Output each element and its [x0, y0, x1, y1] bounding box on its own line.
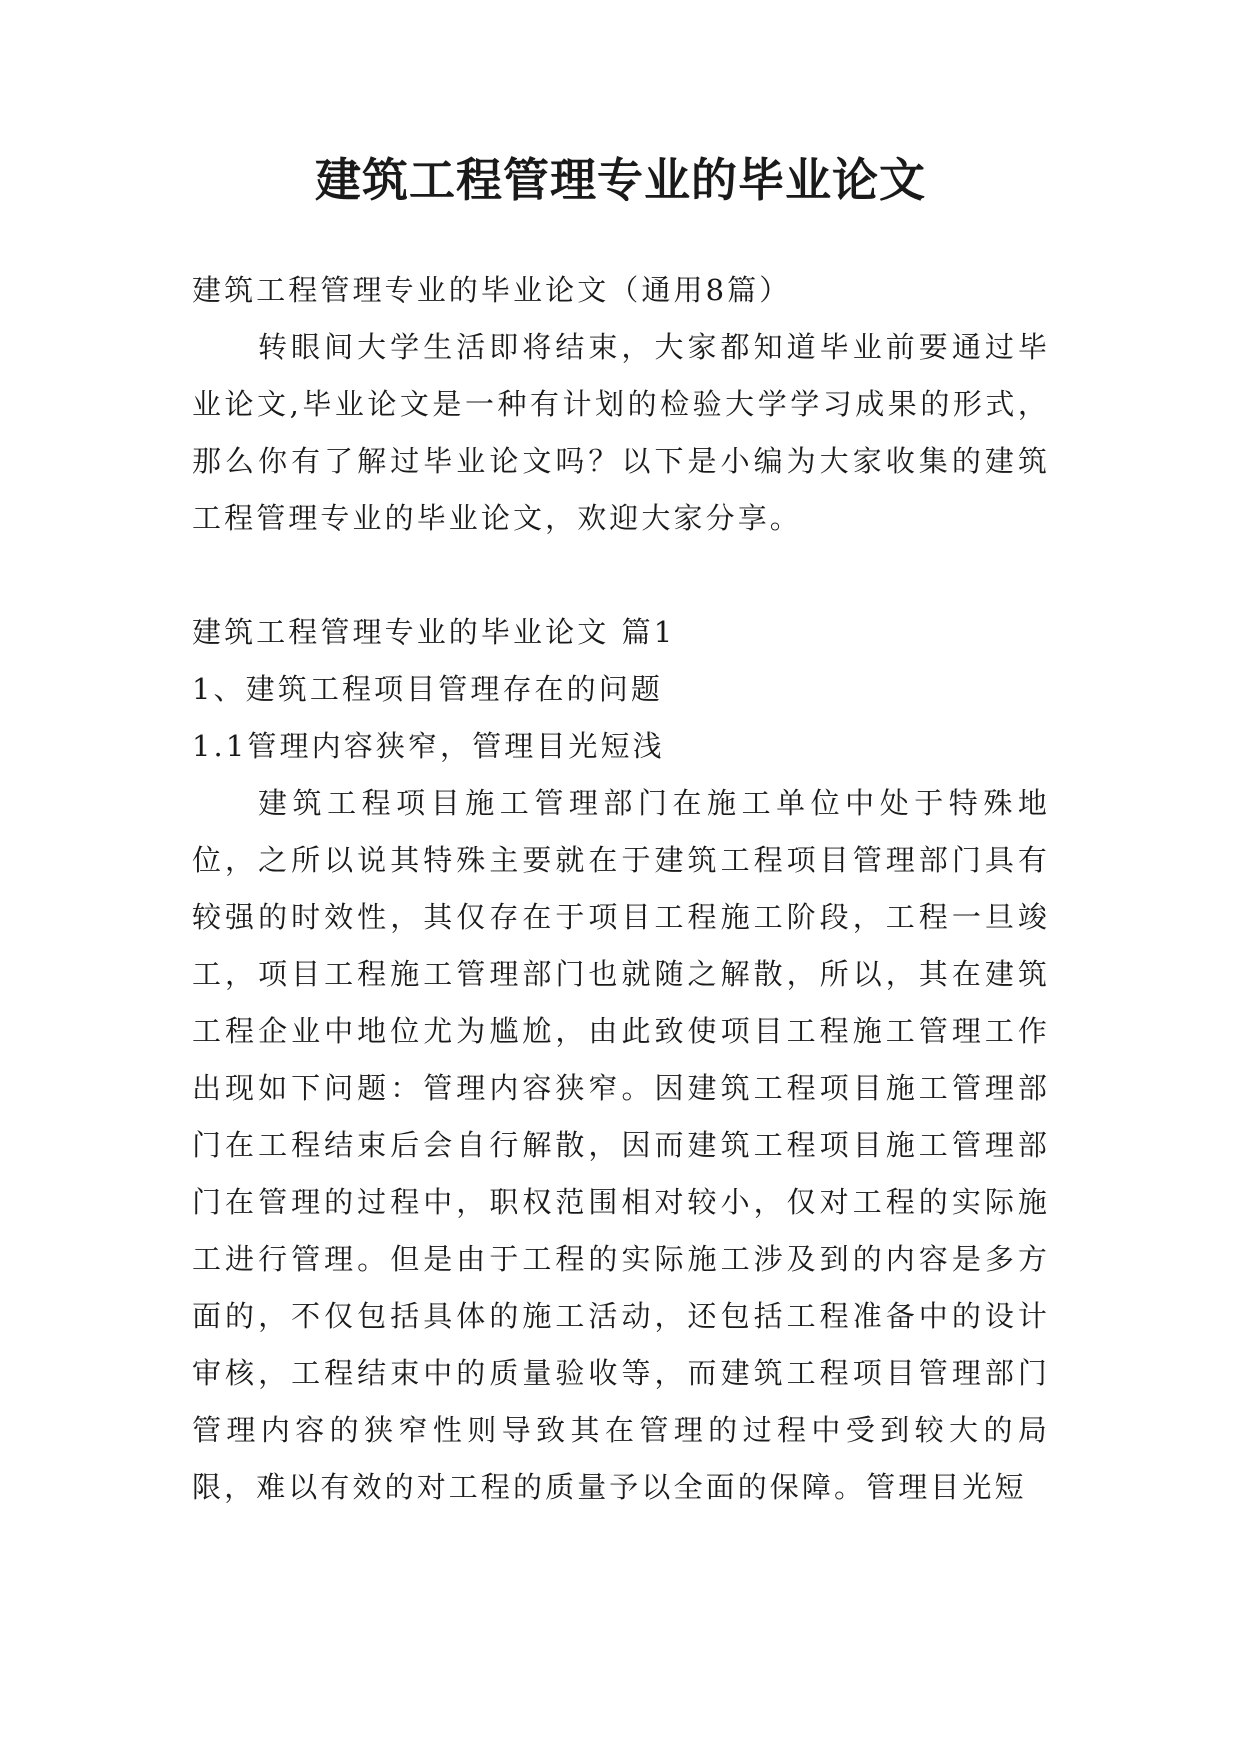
- body-paragraph: 建筑工程项目施工管理部门在施工单位中处于特殊地位，之所以说其特殊主要就在于建筑工程项目管理部门具有较强的时效性，其仅存在于项目工程施工阶段，工程一旦竣工，项目工程施工管理部门也就随之解散，所以，其在建筑工程企业中地位尤为尴尬，由此致使项目工程施工管理工作出现如下问题：管理内容狭窄。因建筑工程项目施工管理部门在工程结束后会自行解散，因而建筑工程项目施工管理部门在管理的过程中，职权范围相对较小，仅对工程的实际施工进行管理。但是由于工程的实际施工涉及到的内容是多方面的，不仅包括具体的施工活动，还包括工程准备中的设计审核，工程结束中的质量验收等，而建筑工程项目管理部门管理内容的狭窄性则导致其在管理的过程中受到较大的局限，难以有效的对工程的质量予以全面的保障。管理目光短: [192, 786, 1050, 1504]
- intro-paragraph: 转眼间大学生活即将结束，大家都知道毕业前要通过毕业论文,毕业论文是一种有计划的检验大学学习成果的形式，那么你有了解过毕业论文吗？以下是小编为大家收集的建筑工程管理专业的毕业论文，欢迎大家分享。: [192, 330, 1050, 535]
- heading-level-2: 1.1管理内容狭窄，管理目光短浅: [192, 729, 665, 763]
- document-title: 建筑工程管理专业的毕业论文: [315, 153, 926, 207]
- paragraph-spacer: [192, 547, 1050, 604]
- section-heading: 建筑工程管理专业的毕业论文 篇1: [192, 615, 676, 649]
- document-body: [192, 262, 1050, 1516]
- heading-level-1: 1、建筑工程项目管理存在的问题: [192, 672, 663, 706]
- document-subtitle: 建筑工程管理专业的毕业论文（通用8篇）: [192, 273, 792, 307]
